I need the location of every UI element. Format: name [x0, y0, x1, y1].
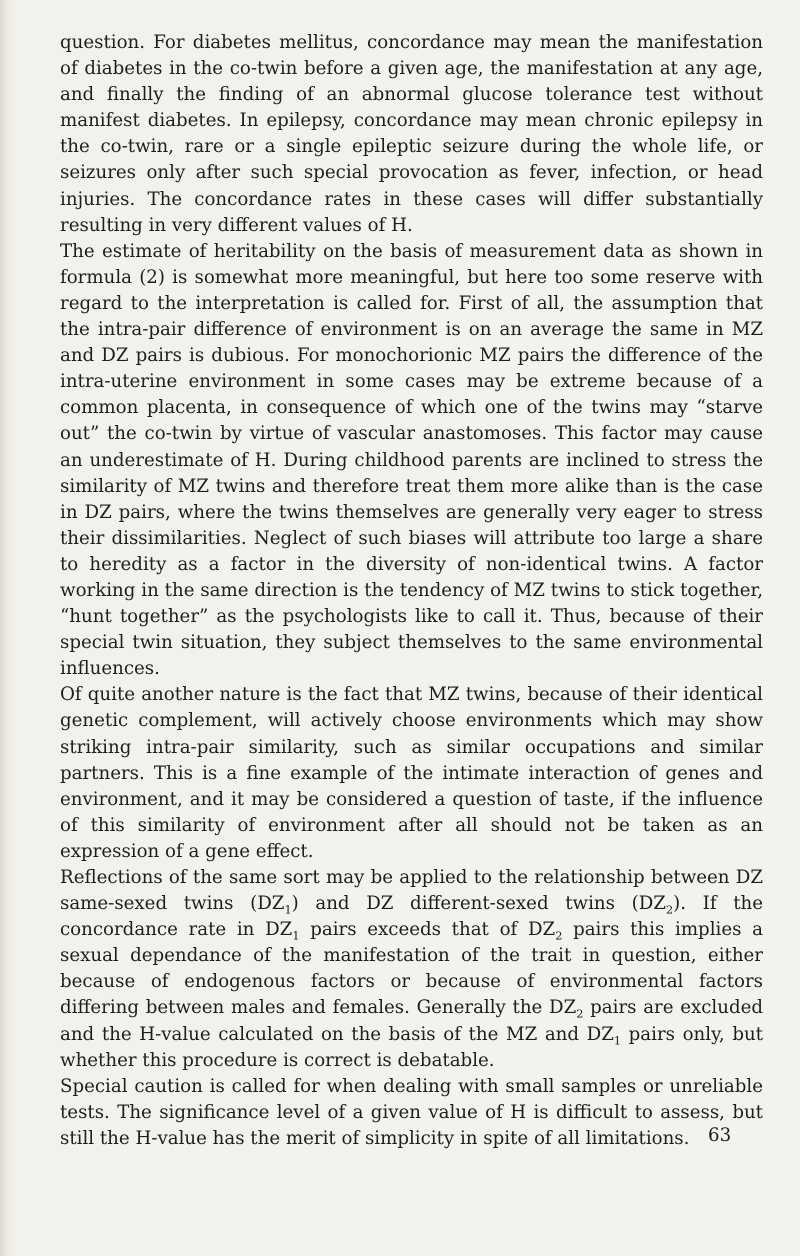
paragraph-heritability-estimate: The estimate of heritability on the basis of measurement data as shown in formula (2) is somewhat more meaningful, but here too some reserve with regard to the interpretation is called for. First of all, the assumption that the intra-pair difference of environment is on an average the same in MZ and DZ pairs is dubious. For monochorionic MZ pairs the difference of the intra-uterine environment in some cases may be extreme because of a common placenta, in consequence of which one of the twins may “starve out” the co-twin by virtue of vascular anastomoses. This factor may cause an underestimate of H. During childhood parents are inclined to stress the similarity of MZ twins and therefore treat them more alike than is the case in DZ pairs, where the twins themselves are generally very eager to stress their dissimilarities. Neglect of such biases will attribute too large a share to heredity as a factor in the diversity of non-identical twins. A factor working in the same direction is the tendency of MZ twins to stick together, “hunt together” as the psychologists like to call it. Thus, because of their special twin situation, they subject themselves to the same environmental influences. — [60, 240, 763, 680]
page-number: 63 — [708, 1125, 732, 1146]
paragraph-concordance-examples: question. For diabetes mellitus, concordance may mean the manifestation of diabetes in the co-twin before a given age, the manifestation at any age, and finally the finding of an abnormal glucose tolerance test without manifest diabetes. In epilepsy, concordance may mean chronic epilepsy in the co-twin, rare or a single epileptic seizure during the whole life, or seizures only after such special provocation as fever, infection, or head injuries. The concordance rates in these cases will differ substantially resulting in very different values of H. — [60, 32, 763, 236]
paragraph-dz-sex-comparison: Reflections of the same sort may be applied to the relationship between DZ same-sexed twins $(DZ_1)$ and DZ different-sexed twins $(DZ_2)$. If the concordance rate in $DZ_1$ pairs exceeds that of $DZ_2$ pairs this implies a sexual dependance of the manifestation of the trait in question, either because of endogenous factors or because of environmental factors differing between males and females. Generally the $DZ_2$ pairs are excluded and the H-value calculated on the basis of the MZ and $DZ_1$ pairs only, but whether this procedure is correct is debatable. — [60, 867, 764, 1071]
paragraph-environment-choice: Of quite another nature is the fact that MZ twins, because of their identical genetic complement, will actively choose environments which may show striking intra-pair similarity, such as similar occupations and similar partners. This is a fine example of the intimate interaction of genes and environment, and it may be considered a question of taste, if the influence of this similarity of environment after all should not be taken as an expression of a gene effect. — [60, 684, 763, 862]
body-text — [60, 30, 763, 1152]
paragraph-caution: Special caution is called for when dealing with small samples or unreliable tests. The significance level of a given value of H is difficult to assess, but still the H-value has the merit of simplicity in spite of all limitations. — [60, 1075, 763, 1149]
